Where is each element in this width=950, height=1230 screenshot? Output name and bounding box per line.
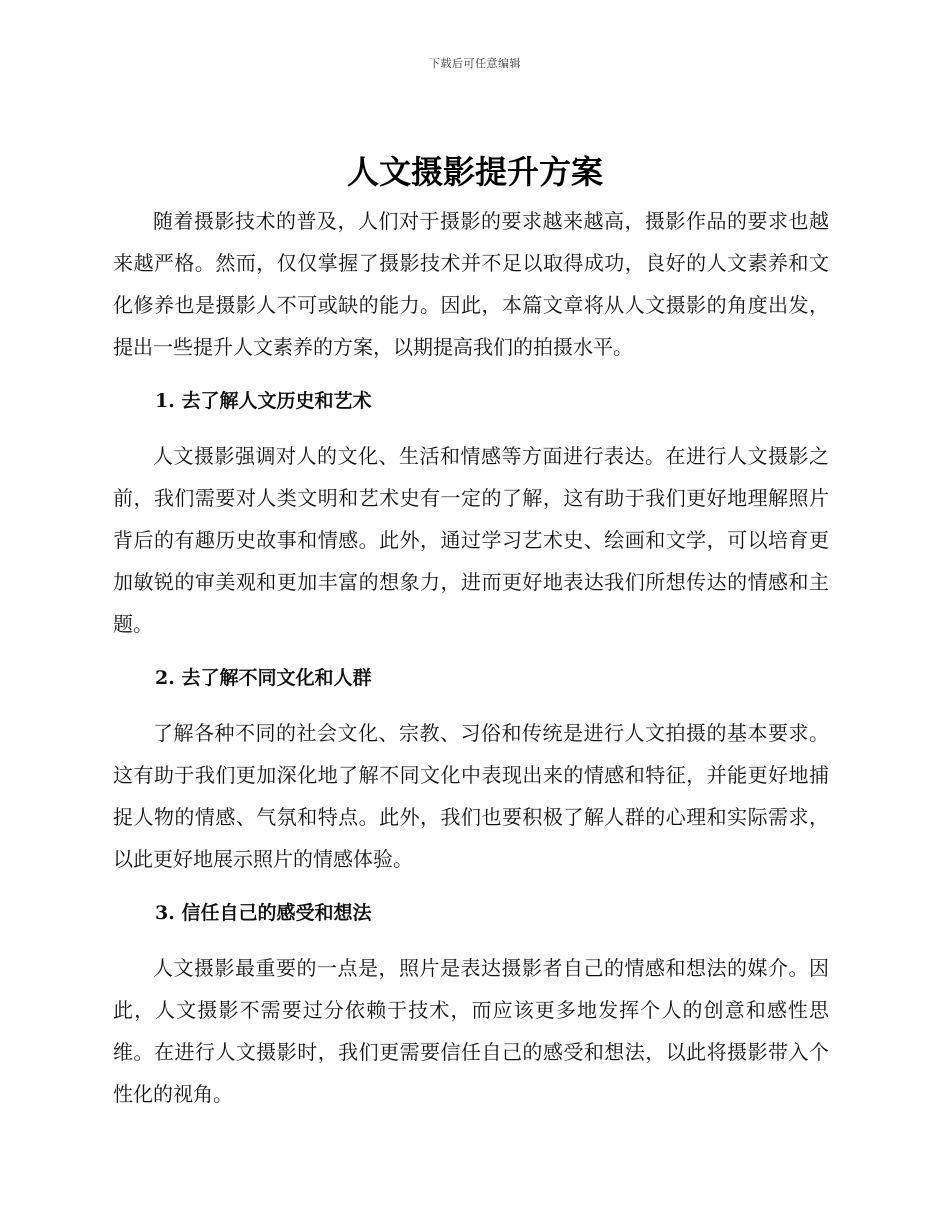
- section-paragraph-2: 了解各种不同的社会文化、宗教、习俗和传统是进行人文拍摄的基本要求。这有助于我们更加深化地了解不同文化中表现出来的情感和特征，并能更好地捕捉人物的情感、气氛和特点。此外，我们也要积极了解人群的心理和实际需求，以此更好地展示照片的情感体验。: [113, 721, 829, 871]
- document-title: 人文摄影提升方案: [346, 153, 603, 191]
- section-heading-1: 1. 去了解人文历史和艺术: [155, 390, 372, 412]
- section-paragraph-1: 人文摄影强调对人的文化、生活和情感等方面进行表达。在进行人文摄影之前，我们需要对人类文明和艺术史有一定的了解，这有助于我们更好地理解照片背后的有趣历史故事和情感。此外，通过学习艺术史、绘画和文学，可以培育更加敏锐的审美观和更加丰富的想象力，进而更好地表达我们所想传达的情感和主题。: [113, 444, 829, 636]
- section-heading-2: 2. 去了解不同文化和人群: [155, 667, 372, 689]
- document-body: [113, 200, 829, 1115]
- section-heading-3: 3. 信任自己的感受和想法: [155, 902, 372, 924]
- header-note: 下载后可任意编辑: [429, 57, 521, 70]
- section-paragraph-3: 人文摄影最重要的一点是，照片是表达摄影者自己的情感和想法的媒介。因此，人文摄影不需要过分依赖于技术，而应该更多地发挥个人的创意和感性思维。在进行人文摄影时，我们更需要信任自己的感受和想法，以此将摄影带入个性化的视角。: [113, 956, 829, 1106]
- intro-paragraph: 随着摄影技术的普及，人们对于摄影的要求越来越高，摄影作品的要求也越来越严格。然而，仅仅掌握了摄影技术并不足以取得成功，良好的人文素养和文化修养也是摄影人不可或缺的能力。因此，本篇文章将从人文摄影的角度出发，提出一些提升人文素养的方案，以期提高我们的拍摄水平。: [113, 209, 829, 359]
